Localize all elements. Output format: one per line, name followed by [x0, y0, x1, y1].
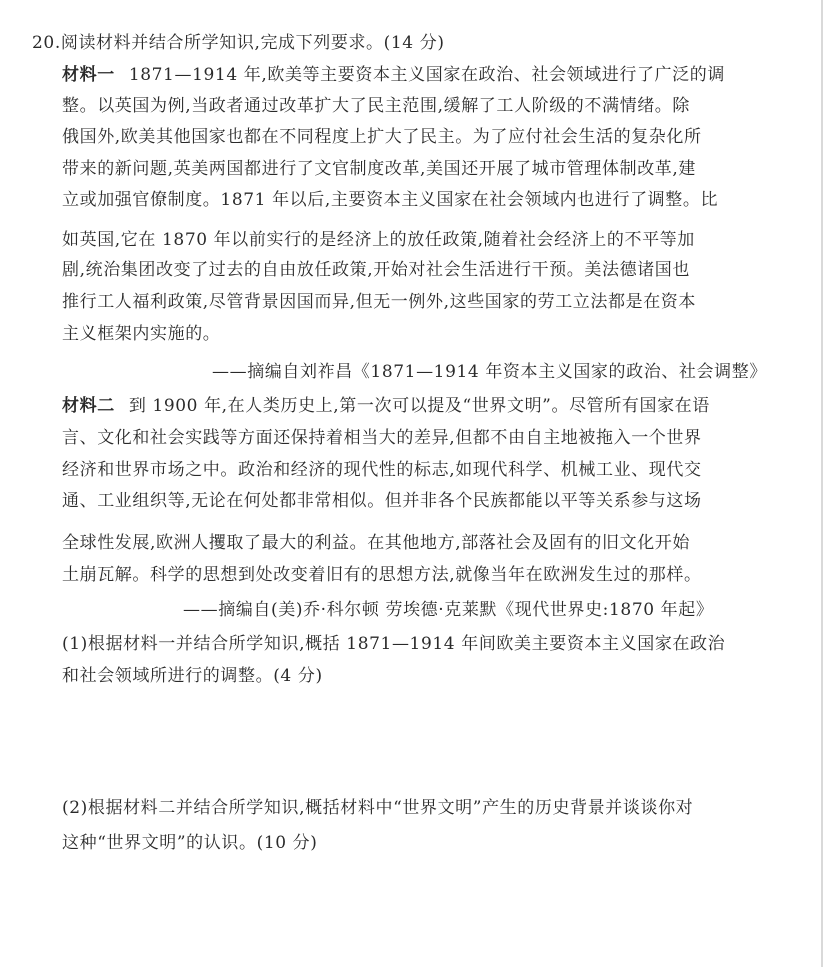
material-2-line: 言、文化和社会实践等方面还保持着相当大的差异,但都不由自主地被拖入一个世界: [62, 428, 702, 448]
material-2-line: 材料二 到 1900 年,在人类历史上,第一次可以提及“世界文明”。尽管所有国家在语: [62, 396, 710, 416]
sub-question-line: 这种“世界文明”的认识。(10 分): [62, 833, 318, 853]
question-number: 20.: [32, 33, 61, 53]
material-1-label: 材料一: [62, 65, 115, 85]
material-1-line: 推行工人福利政策,尽管背景因国而异,但无一例外,这些国家的劳工立法都是在资本: [62, 292, 697, 312]
material-1-line: 剧,统治集团改变了过去的自由放任政策,开始对社会生活进行干预。美法德诸国也: [62, 260, 691, 280]
material-1-line: 立或加强官僚制度。1871 年以后,主要资本主义国家在社会领域内也进行了调整。比: [62, 190, 719, 210]
material-2-source: ——摘编自(美)乔·科尔顿 劳埃德·克莱默《现代世界史:1870 年起》: [183, 600, 714, 620]
material-1-line: 如英国,它在 1870 年以前实行的是经济上的放任政策,随着社会经济上的不平等加: [62, 230, 695, 250]
material-1-line: 俄国外,欧美其他国家也都在不同程度上扩大了民主。为了应付社会生活的复杂化所: [62, 127, 702, 147]
material-1-source: ——摘编自刘祚昌《1871—1914 年资本主义国家的政治、社会调整》: [212, 362, 767, 382]
material-2-line: 经济和世界市场之中。政治和经济的现代性的标志,如现代科学、机械工业、现代交: [62, 460, 702, 480]
sub-question-line: 和社会领域所进行的调整。(4 分): [62, 666, 323, 686]
sub-question-line: (1)根据材料一并结合所学知识,概括 1871—1914 年间欧美主要资本主义国家在政治: [62, 634, 726, 654]
material-1-line: 主义框架内实施的。: [62, 324, 221, 344]
material-2-line: 通、工业组织等,无论在何处都非常相似。但并非各个民族都能以平等关系参与这场: [62, 491, 702, 511]
sub-question-line: (2)根据材料二并结合所学知识,概括材料中“世界文明”产生的历史背景并谈谈你对: [62, 798, 694, 818]
page-edge-divider: [821, 0, 823, 967]
question-prompt: 阅读材料并结合所学知识,完成下列要求。(14 分): [60, 33, 445, 53]
material-2-line: 全球性发展,欧洲人攫取了最大的利益。在其他地方,部落社会及固有的旧文化开始: [62, 533, 691, 553]
material-1-line: 材料一 1871—1914 年,欧美等主要资本主义国家在政治、社会领域进行了广泛的调: [62, 65, 725, 85]
answer-space-2[interactable]: [62, 865, 762, 960]
material-1-line: 带来的新问题,英美两国都进行了文官制度改革,美国还开展了城市管理体制改革,建: [62, 159, 697, 179]
material-1-line: 整。以英国为例,当政者通过改革扩大了民主范围,缓解了工人阶级的不满情绪。除: [62, 96, 691, 116]
answer-space-1[interactable]: [62, 700, 762, 790]
material-2-line: 土崩瓦解。科学的思想到处改变着旧有的思想方法,就像当年在欧洲发生过的那样。: [62, 565, 702, 585]
material-2-label: 材料二: [62, 396, 115, 416]
question-title: [32, 33, 445, 53]
